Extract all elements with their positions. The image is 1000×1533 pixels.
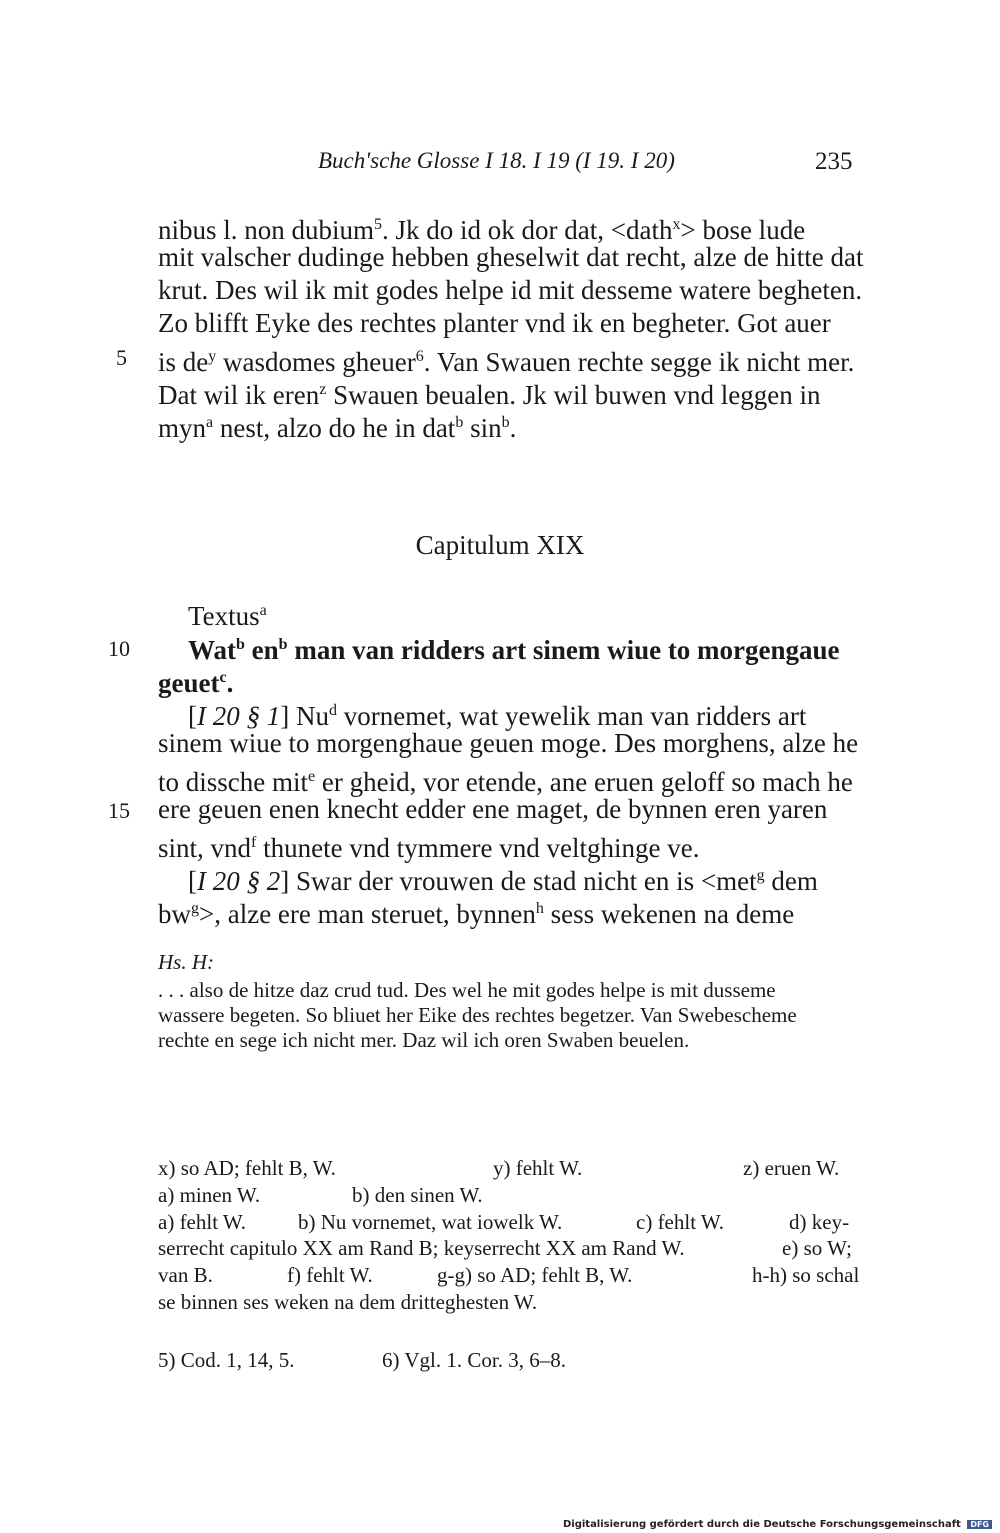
- text-line: [I 20 § 1] Nu$^d$ vornemet, wat yewelik man van ridders art: [188, 701, 807, 731]
- source-note: 6) Vgl. 1. Cor. 3, 6–8.: [382, 1348, 566, 1372]
- footer-credit: [563, 1519, 992, 1530]
- text-line: sinem wiue to morgenghaue geuen moge. Des morghens, alze he: [158, 728, 859, 758]
- footnote: b) den sinen W.: [352, 1183, 483, 1207]
- text-line: nibus l. non dubium$^5$. Jk do id ok dor dat, <dath$^x$> bose lude: [158, 215, 806, 245]
- text-line: sint, vnd$^f$ thunete vnd tymmere vnd veltghinge ve.: [158, 833, 700, 863]
- rubric-line: Wat$^b$ $en^b$ man van ridders art sinem wiue to morgengaue: [188, 635, 840, 665]
- gloss-label: Hs. H:: [158, 950, 214, 974]
- source-note: 5) Cod. 1, 14, 5.: [158, 1348, 295, 1372]
- gloss-line: rechte en sege ich nicht mer. Daz wil ich oren Swaben beuelen.: [158, 1028, 690, 1052]
- footnote: y) fehlt W.: [493, 1156, 583, 1180]
- text-line: $bw^g>$, alze ere man steruet, bynnen$^h$ sess wekenen na deme: [158, 899, 795, 929]
- footnote: d) key-: [789, 1210, 850, 1234]
- footnote: van B.: [158, 1263, 213, 1287]
- text-line: Zo blifft Eyke des rechtes planter vnd ik en begheter. Got auer: [158, 308, 831, 338]
- line-number: 10: [108, 636, 130, 661]
- running-header-title: Buch'sche Glosse I 18. I 19 (I 19. I 20): [318, 148, 675, 173]
- line-number: 15: [108, 798, 130, 823]
- chapter-title: Capitulum XIX: [415, 530, 585, 560]
- footnote: e) so W;: [782, 1236, 852, 1260]
- text-line: to dissche mit$^e$ er gheid, vor etende, ane eruen geloff so mach he: [158, 767, 853, 797]
- footnote: g-g) so AD; fehlt B, W.: [437, 1263, 633, 1287]
- dfg-logo-icon: DFG: [967, 1520, 992, 1529]
- footnote: se binnen ses weken na dem dritteghesten W.: [158, 1290, 538, 1314]
- footnote: f) fehlt W.: [287, 1263, 373, 1287]
- text-line: krut. Des wil ik mit godes helpe id mit desseme watere begheten.: [158, 275, 863, 305]
- footnote: a) minen W.: [158, 1183, 261, 1207]
- textus-heading: Textus$^a$: [188, 601, 267, 631]
- footnote: h-h) so schal: [752, 1263, 860, 1287]
- footnote: b) Nu vornemet, wat iowelk W.: [298, 1210, 563, 1234]
- footer-text: Digitalisierung gefördert durch die Deutsche Forschungsgemeinschaft: [562, 1519, 961, 1530]
- gloss-line: wassere begeten. So bliuet her Eike des rechtes begetzer. Van Swebescheme: [158, 1003, 797, 1027]
- gloss-line: . . . also de hitze daz crud tud. Des wel he mit godes helpe is mit dusseme: [158, 978, 776, 1002]
- text-line: Dat wil ik eren$^z$ Swauen beualen. Jk wil buwen vnd leggen in: [158, 380, 821, 410]
- text-line: [I 20 § 2] Swar der vrouwen de stad nicht en is <met$^g$ dem: [188, 866, 818, 896]
- text-line: is $de^y$ wasdomes gheuer$^6$. Van Swauen rechte segge ik nicht mer.: [158, 347, 855, 377]
- rubric-line: geuet$^c$.: [158, 668, 234, 698]
- text-line: ere geuen enen knecht edder ene maget, de bynnen eren yaren: [158, 794, 828, 824]
- footnote: a) fehlt W.: [158, 1210, 247, 1234]
- footnote: z) eruen W.: [743, 1156, 840, 1180]
- footnote: c) fehlt W.: [636, 1210, 725, 1234]
- page-number: 235: [815, 148, 853, 175]
- line-number: 5: [116, 345, 127, 370]
- footnote: x) so AD; fehlt B, W.: [158, 1156, 336, 1180]
- text-line: mit valscher dudinge hebben gheselwit dat recht, alze de hitte dat: [158, 242, 864, 272]
- text-line: myn$^a$ nest, alzo do he in dat$^b$ $\sin^b$.: [158, 413, 517, 443]
- footnote: serrecht capitulo XX am Rand B; keyserrecht XX am Rand W.: [158, 1236, 685, 1260]
